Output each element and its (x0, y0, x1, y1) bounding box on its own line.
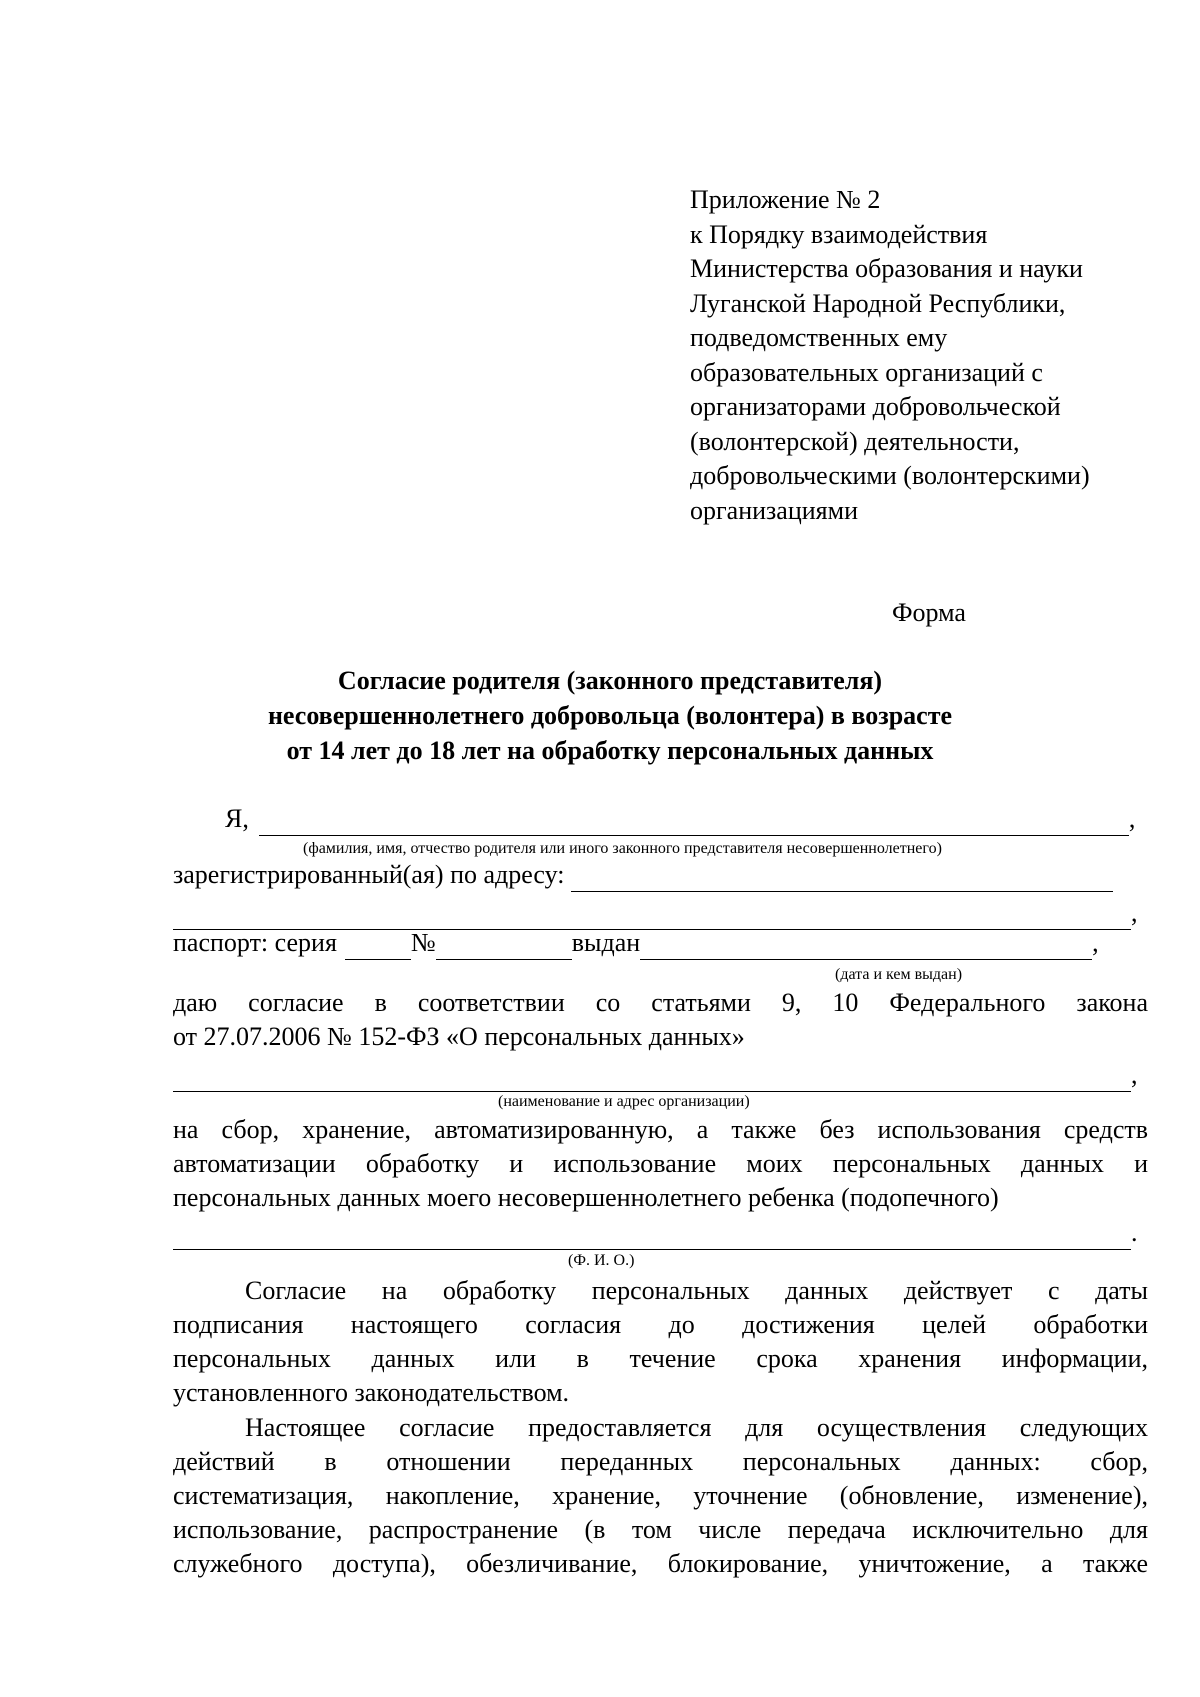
annex-line: Луганской Народной Республики, (690, 288, 1066, 318)
parent-name-field[interactable] (259, 809, 1129, 836)
text-line: использование, распространение (в том числе передача исключительно для (173, 1515, 1148, 1544)
annex-line: к Порядку взаимодействия (690, 219, 988, 249)
text-line: персональных данных моего несовершеннолетнего ребенка (подопечного) (173, 1183, 999, 1212)
annex-line: образовательных организаций с (690, 357, 1043, 387)
passport-series-field[interactable] (345, 933, 411, 960)
annex-line: Приложение № 2 (690, 185, 881, 214)
annex-line: добровольческими (волонтерскими) (690, 461, 1090, 490)
text-line: подписания настоящего согласия до достижения целей обработки (173, 1310, 1148, 1339)
text-line: действий в отношении переданных персональных данных: сбор, (173, 1447, 1148, 1476)
annex-line: организаторами добровольческой (690, 392, 1061, 421)
title-line: от 14 лет до 18 лет на обработку персональных данных (286, 736, 934, 765)
organization-row (173, 1058, 1148, 1092)
passport-label: паспорт: серия (173, 928, 337, 957)
passport-row (173, 926, 1148, 960)
comma: , (1128, 804, 1136, 833)
organization-field[interactable] (173, 1065, 1131, 1092)
annex-line: Министерства образования и науки (690, 254, 1083, 283)
text-line: на сбор, хранение, автоматизированную, а также без использования средств (173, 1115, 1148, 1144)
title-line: Согласие родителя (законного представителя) (337, 666, 883, 695)
address-row (173, 858, 1148, 892)
fio-row (173, 1216, 1148, 1250)
text-line: установленного законодательством. (173, 1378, 570, 1407)
annex-line: организациями (690, 495, 858, 525)
form-label: Форма (892, 598, 966, 627)
text-line: служебного доступа), обезличивание, блокирование, уничтожение, а также (173, 1549, 1148, 1578)
number-sign: № (410, 928, 436, 957)
paragraph-actions (173, 1411, 1148, 1581)
issued-field[interactable] (640, 933, 1092, 960)
annex-line: подведомственных ему (690, 323, 948, 352)
passport-number-field[interactable] (436, 933, 572, 960)
paragraph-validity (173, 1274, 1148, 1410)
address-field[interactable] (571, 865, 1113, 892)
text-line: автоматизации обработку и использование моих персональных данных и (173, 1149, 1148, 1178)
organization-caption: (наименование и адрес организации) (498, 1093, 750, 1110)
consent-line-1: даю согласие в соответствии со статьями 9, 10 Федерального закона (173, 988, 1148, 1017)
address-row-2 (173, 896, 1148, 930)
text-line: персональных данных или в течение срока хранения информации, (173, 1344, 1148, 1373)
annex-line: (волонтерской) деятельности, (690, 426, 1020, 456)
parent-name-caption: (фамилия, имя, отчество родителя или иного законного представителя несовершеннолетнего) (303, 840, 942, 857)
purpose-text (173, 1113, 1148, 1215)
child-fio-field[interactable] (173, 1223, 1131, 1250)
comma: , (1131, 1060, 1138, 1089)
child-fio-caption: (Ф. И. О.) (568, 1252, 635, 1269)
text-line: систематизация, накопление, хранение, уточнение (обновление, изменение), (173, 1481, 1148, 1510)
title-line: несовершеннолетнего добровольца (волонтера) в возрасте (267, 701, 953, 730)
comma: , (1092, 928, 1099, 957)
name-row (173, 802, 1148, 836)
text-line: Согласие на обработку персональных данных действует с даты (245, 1276, 1148, 1305)
issued-label: выдан (571, 928, 641, 957)
annex-header (690, 183, 1170, 528)
period: . (1131, 1218, 1138, 1247)
text-line: Настоящее согласие предоставляется для осуществления следующих (245, 1413, 1148, 1442)
document-title (220, 663, 1000, 768)
consent-line-2: от 27.07.2006 № 152-ФЗ «О персональных данных» (173, 1022, 745, 1051)
i-label: Я, (225, 804, 249, 833)
comma: , (1131, 898, 1138, 927)
address-label: зарегистрированный(ая) по адресу: (173, 860, 565, 889)
issued-caption: (дата и кем выдан) (835, 966, 963, 983)
